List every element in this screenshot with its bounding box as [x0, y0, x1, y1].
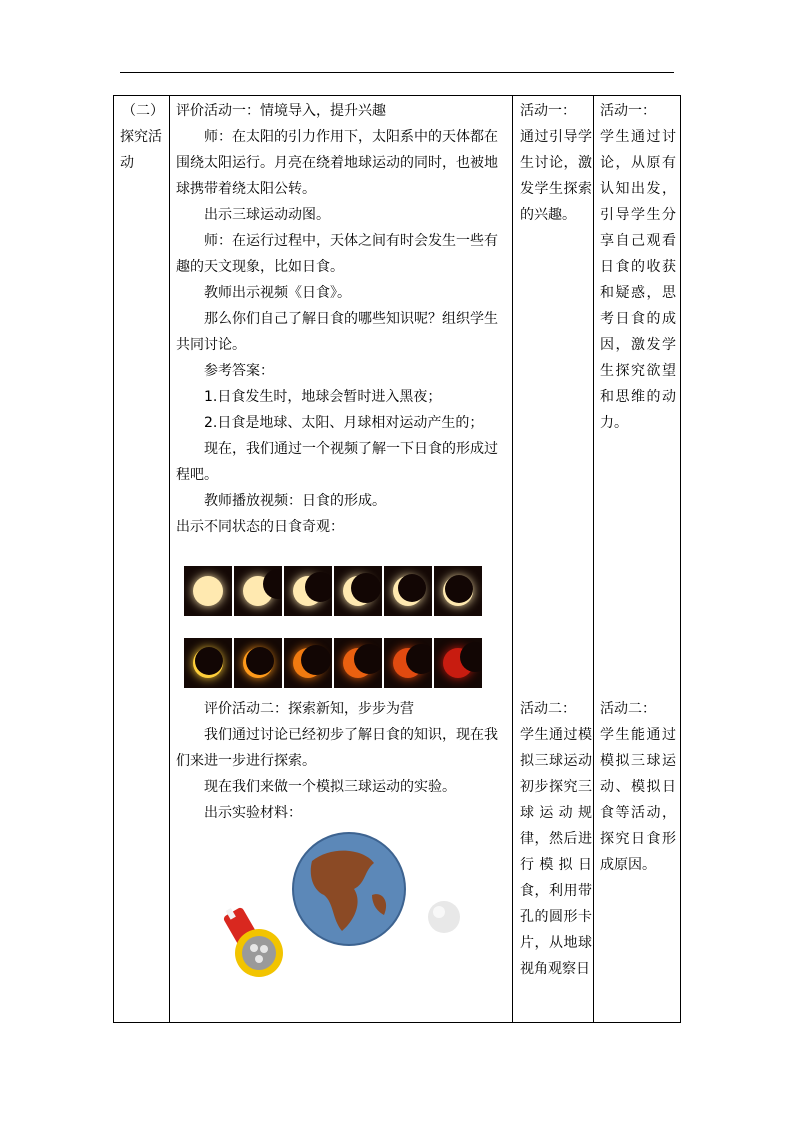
student-text: 学生能通过模拟三球运动、模拟日食等活动，探究日食形成原因。 [600, 727, 676, 873]
part1-paragraph: 那么你们自己了解日食的哪些知识呢？组织学生共同讨论。 [176, 311, 498, 353]
part1-paragraph: 师：在运行过程中，天体之间有时会发生一些有趣的天文现象，比如日食。 [176, 233, 498, 275]
column-divider [169, 96, 170, 1022]
eclipse-photo [184, 638, 232, 688]
eclipse-photo [234, 566, 282, 616]
student-label: 活动一： [600, 103, 656, 119]
eclipse-image-row [184, 566, 482, 616]
part2-content [176, 696, 511, 826]
earth-globe-icon [293, 833, 405, 945]
intent-text: 学生通过模拟三球运动初步探究三球运动规律，然后进行模拟日食，利用带孔的圆形卡片，从地球视角观察日 [520, 727, 592, 977]
header-rule [120, 72, 674, 73]
part1-paragraph: 出示三球运动动图。 [204, 207, 330, 223]
eclipse-photo [184, 566, 232, 616]
answer-item: 1.日食发生时，地球会暂时进入黑夜； [204, 389, 442, 405]
flashlight-icon [222, 906, 283, 977]
column-divider [512, 96, 513, 1022]
process-column [176, 98, 511, 540]
eclipse-photo [234, 638, 282, 688]
student-cell-2 [600, 696, 676, 878]
eclipse-photo [384, 566, 432, 616]
part2-paragraph: 现在我们来做一个模拟三球运动的实验。 [204, 779, 456, 795]
lesson-table [113, 95, 681, 1023]
column-divider [593, 96, 594, 1022]
intent-text: 通过引导学生讨论，激发学生探索的兴趣。 [520, 129, 592, 223]
student-label: 活动二： [600, 701, 656, 717]
section-name: 探究活动 [120, 129, 162, 171]
eclipse-photo [384, 638, 432, 688]
part1-paragraph: 教师播放视频：日食的形成。 [204, 493, 386, 509]
student-text: 学生通过讨论，从原有认知出发，引导学生分享自己观看日食的收获和疑惑，思考日食的成因，激发学生探究欲望和思维的动力。 [600, 129, 676, 431]
part1-paragraph: 现在，我们通过一个视频了解一下日食的形成过程吧。 [176, 441, 498, 483]
student-cell-1 [600, 98, 676, 436]
intent-label: 活动二： [520, 701, 576, 717]
eclipse-photo [434, 566, 482, 616]
part1-paragraph: 教师出示视频《日食》。 [204, 285, 351, 301]
section-number: （二） [122, 103, 164, 119]
eclipse-photo [334, 566, 382, 616]
part2-title: 评价活动二：探索新知，步步为营 [204, 701, 414, 717]
eclipse-photo [284, 566, 332, 616]
part2-paragraph: 我们通过讨论已经初步了解日食的知识，现在我们来进一步进行探索。 [176, 727, 498, 769]
part2-paragraph: 出示实验材料： [204, 805, 302, 821]
intent-cell-1 [520, 98, 592, 228]
intent-label: 活动一： [520, 103, 576, 119]
part1-paragraph: 参考答案： [204, 363, 274, 379]
moon-ball-icon [428, 901, 460, 933]
eclipse-image-row [184, 638, 482, 688]
experiment-materials-image [214, 831, 474, 981]
eclipse-photo [284, 638, 332, 688]
eclipse-photo [334, 638, 382, 688]
answer-item: 2.日食是地球、太阳、月球相对运动产生的； [204, 415, 484, 431]
eclipse-photo [434, 638, 482, 688]
image-caption: 出示不同状态的日食奇观： [176, 519, 344, 535]
part1-title: 评价活动一：情境导入，提升兴趣 [176, 103, 386, 119]
intent-cell-2 [520, 696, 592, 982]
part1-paragraph: 师：在太阳的引力作用下，太阳系中的天体都在围绕太阳运行。月亮在绕着地球运动的同时，也被地球携带着绕太阳公转。 [176, 129, 498, 197]
section-label [120, 98, 166, 176]
